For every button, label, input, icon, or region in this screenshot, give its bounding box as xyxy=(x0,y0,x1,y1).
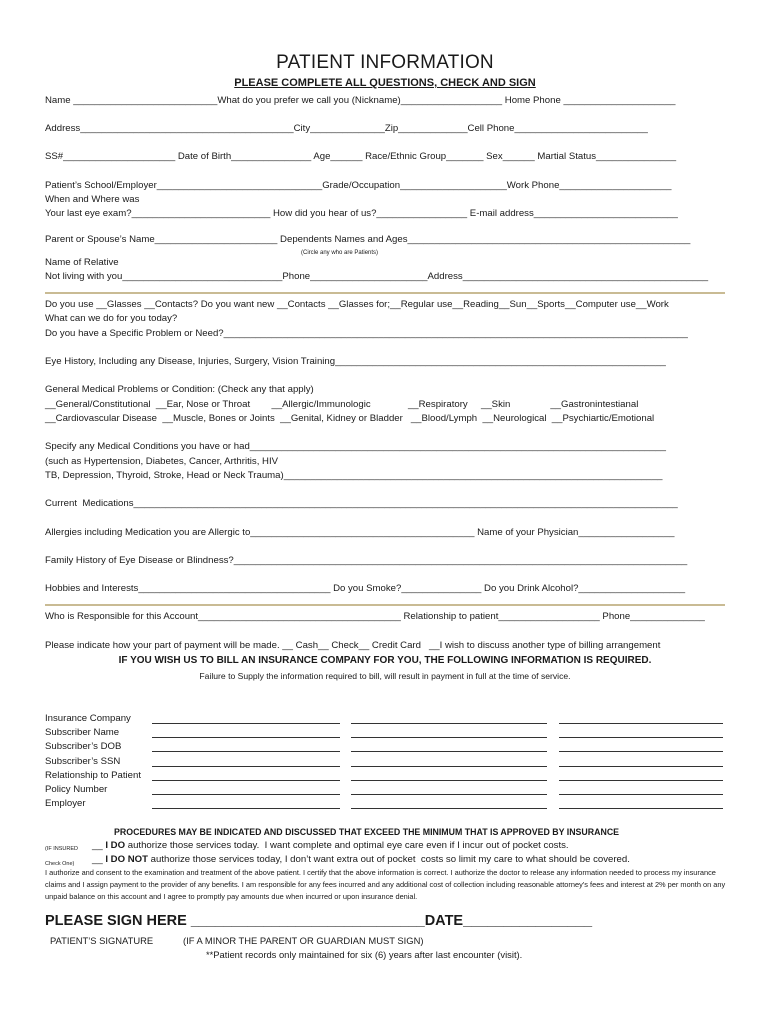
insurance-field[interactable] xyxy=(152,780,340,781)
insurance-field[interactable] xyxy=(152,723,340,724)
medical-conditions-examples: (such as Hypertension, Diabetes, Cancer, Arthritis, HIV xyxy=(45,456,279,467)
insurance-field[interactable] xyxy=(152,737,340,738)
insurance-field[interactable] xyxy=(152,808,340,809)
name-row[interactable]: Name ___________________________What do you prefer we call you (Nickname)___________________ Home Phone _____________________ xyxy=(45,95,676,106)
allergies-row[interactable]: Allergies including Medication you are Allergic to__________________________________________ Name of your Physician__________________ xyxy=(45,527,675,538)
relative-label: Name of Relative xyxy=(45,257,119,268)
authorize-option[interactable] xyxy=(92,840,569,852)
insurance-field[interactable] xyxy=(351,794,547,795)
insurance-field[interactable] xyxy=(152,766,340,767)
medical-checkbox-row-1[interactable]: __General/Constitutional __Ear, Nose or Throat __Allergic/Immunologic __Respiratory __Skin __Gastronintestianal xyxy=(45,399,639,410)
insurance-field[interactable] xyxy=(559,794,723,795)
insurance-field[interactable] xyxy=(559,808,723,809)
procedures-heading: PROCEDURES MAY BE INDICATED AND DISCUSSED THAT EXCEED THE MINIMUM THAT IS APPROVED BY INSURANCE xyxy=(114,827,620,837)
circle-patients-note: (Circle any who are Patients) xyxy=(301,250,379,256)
authorize-text: authorize those services today. I want complete and optimal eye care even if I incur out of pocket costs. xyxy=(125,840,569,851)
insurance-field[interactable] xyxy=(559,780,723,781)
medical-problems-label: General Medical Problems or Condition: (Check any that apply) xyxy=(45,384,314,395)
insurance-required-notice: IF YOU WISH US TO BILL AN INSURANCE COMPANY FOR YOU, THE FOLLOWING INFORMATION IS REQUIRED. xyxy=(118,655,652,666)
specific-problem-row[interactable]: Do you have a Specific Problem or Need?_______________________________________________________________________________________ xyxy=(45,328,688,339)
last-exam-label: When and Where was xyxy=(45,194,140,205)
eye-history-row[interactable]: Eye History, Including any Disease, Injuries, Surgery, Vision Training______________________________________________________________ xyxy=(45,356,666,367)
insurance-field[interactable] xyxy=(152,751,340,752)
ssn-row[interactable]: SS#_____________________ Date of Birth_______________ Age______ Race/Ethnic Group_______ Sex______ Martial Status_______________ xyxy=(45,151,677,162)
records-note: **Patient records only maintained for six (6) years after last encounter (visit). xyxy=(206,949,523,960)
address-row[interactable]: Address________________________________________City______________Zip_____________Cell Phone_________________________ xyxy=(45,123,648,134)
consent-paragraph: I authorize and consent to the examination and treatment of the above patient. I certify that the above information is correct. I authorize the doctor to release any information needed to process my insurance claims and I assign payment to the provider of any benefits. I am responsible for any fees incurred and any additional cost of collection including reasonable attorney’s fees and interest at 2% per month on any unpaid balance on this account and I agree to promptly pay amounts due when incurred or upon insurance denial. xyxy=(45,868,726,901)
decline-bold: I DO NOT xyxy=(105,854,148,865)
insurance-field[interactable] xyxy=(559,766,723,767)
medical-conditions-row-2[interactable]: TB, Depression, Thyroid, Stroke, Head or Neck Trauma)_______________________________________________________________________ xyxy=(45,470,663,481)
family-history-row[interactable]: Family History of Eye Disease or Blindness?_____________________________________________________________________________________ xyxy=(45,555,688,566)
responsible-row[interactable]: Who is Responsible for this Account______________________________________ Relationship to patient___________________ Phone______________ xyxy=(45,611,705,622)
insurance-label: Subscriber Name xyxy=(45,727,120,738)
insurance-label: Subscriber’s SSN xyxy=(45,756,121,767)
minor-note: (IF A MINOR THE PARENT OR GUARDIAN MUST SIGN) xyxy=(183,935,424,946)
section-divider xyxy=(45,292,725,294)
signature-line[interactable]: PLEASE SIGN HERE _____________________________DATE________________ xyxy=(45,913,593,929)
insurance-field[interactable] xyxy=(351,751,547,752)
help-today-label: What can we do for you today? xyxy=(45,313,178,324)
authorize-bold: I DO xyxy=(105,840,126,851)
medical-checkbox-row-2[interactable]: __Cardiovascular Disease __Muscle, Bones or Joints __Genital, Kidney or Bladder __Blood/Lymph __Neurological __Psychiartic/Emotional xyxy=(45,413,655,424)
insurance-label: Employer xyxy=(45,798,86,809)
section-divider xyxy=(45,604,725,606)
insurance-label: Relationship to Patient xyxy=(45,770,141,781)
parent-row[interactable]: Parent or Spouse’s Name_______________________ Dependents Names and Ages_____________________________________________________ xyxy=(45,234,691,245)
eyewear-row[interactable]: Do you use __Glasses __Contacts? Do you want new __Contacts __Glasses for;__Regular use__Reading__Sun__Sports__Computer use__Work xyxy=(45,299,669,310)
insurance-label: Policy Number xyxy=(45,784,108,795)
insurance-field[interactable] xyxy=(152,794,340,795)
payment-method-row[interactable]: Please indicate how your part of payment will be made. __ Cash__ Check__ Credit Card __I wish to discuss another type of billing arrangement xyxy=(45,640,661,651)
medical-conditions-row[interactable]: Specify any Medical Conditions you have or had______________________________________________________________________________ xyxy=(45,441,666,452)
insurance-field[interactable] xyxy=(351,766,547,767)
check-one-note: Check One) xyxy=(45,861,75,867)
insurance-field[interactable] xyxy=(559,751,723,752)
failure-to-supply-note: Failure to Supply the information required to bill, will result in payment in full at the time of service. xyxy=(199,671,571,681)
decline-option[interactable] xyxy=(92,854,630,866)
insurance-field[interactable] xyxy=(559,737,723,738)
employer-row[interactable]: Patient’s School/Employer_______________________________Grade/Occupation____________________Work Phone_____________________ xyxy=(45,180,672,191)
if-insured-note: (IF INSURED xyxy=(45,846,78,852)
insurance-field[interactable] xyxy=(351,737,547,738)
hobbies-row[interactable]: Hobbies and Interests____________________________________ Do you Smoke?_______________ Do you Drink Alcohol?____________________ xyxy=(45,583,686,594)
insurance-field[interactable] xyxy=(559,723,723,724)
insurance-label: Subscriber’s DOB xyxy=(45,741,122,752)
insurance-field[interactable] xyxy=(351,723,547,724)
insurance-label: Insurance Company xyxy=(45,713,131,724)
decline-checkbox[interactable]: __ xyxy=(92,854,106,865)
relative-row[interactable]: Not living with you______________________________Phone______________________Address______________________________________________ xyxy=(45,271,709,282)
insurance-field[interactable] xyxy=(351,808,547,809)
authorize-checkbox[interactable]: __ xyxy=(92,840,106,851)
decline-text: authorize those services today, I don’t want extra out of pocket costs so limit my care to what should be covered. xyxy=(147,854,630,865)
patient-signature-label: PATIENT’S SIGNATURE xyxy=(50,935,154,946)
insurance-field[interactable] xyxy=(351,780,547,781)
form-title: PATIENT INFORMATION xyxy=(276,52,494,73)
last-exam-row[interactable]: Your last eye exam?__________________________ How did you hear of us?_________________ E-mail address___________________________ xyxy=(45,208,678,219)
medications-row[interactable]: Current Medications______________________________________________________________________________________________________ xyxy=(45,498,678,509)
form-subtitle: PLEASE COMPLETE ALL QUESTIONS, CHECK AND SIGN xyxy=(234,77,536,89)
